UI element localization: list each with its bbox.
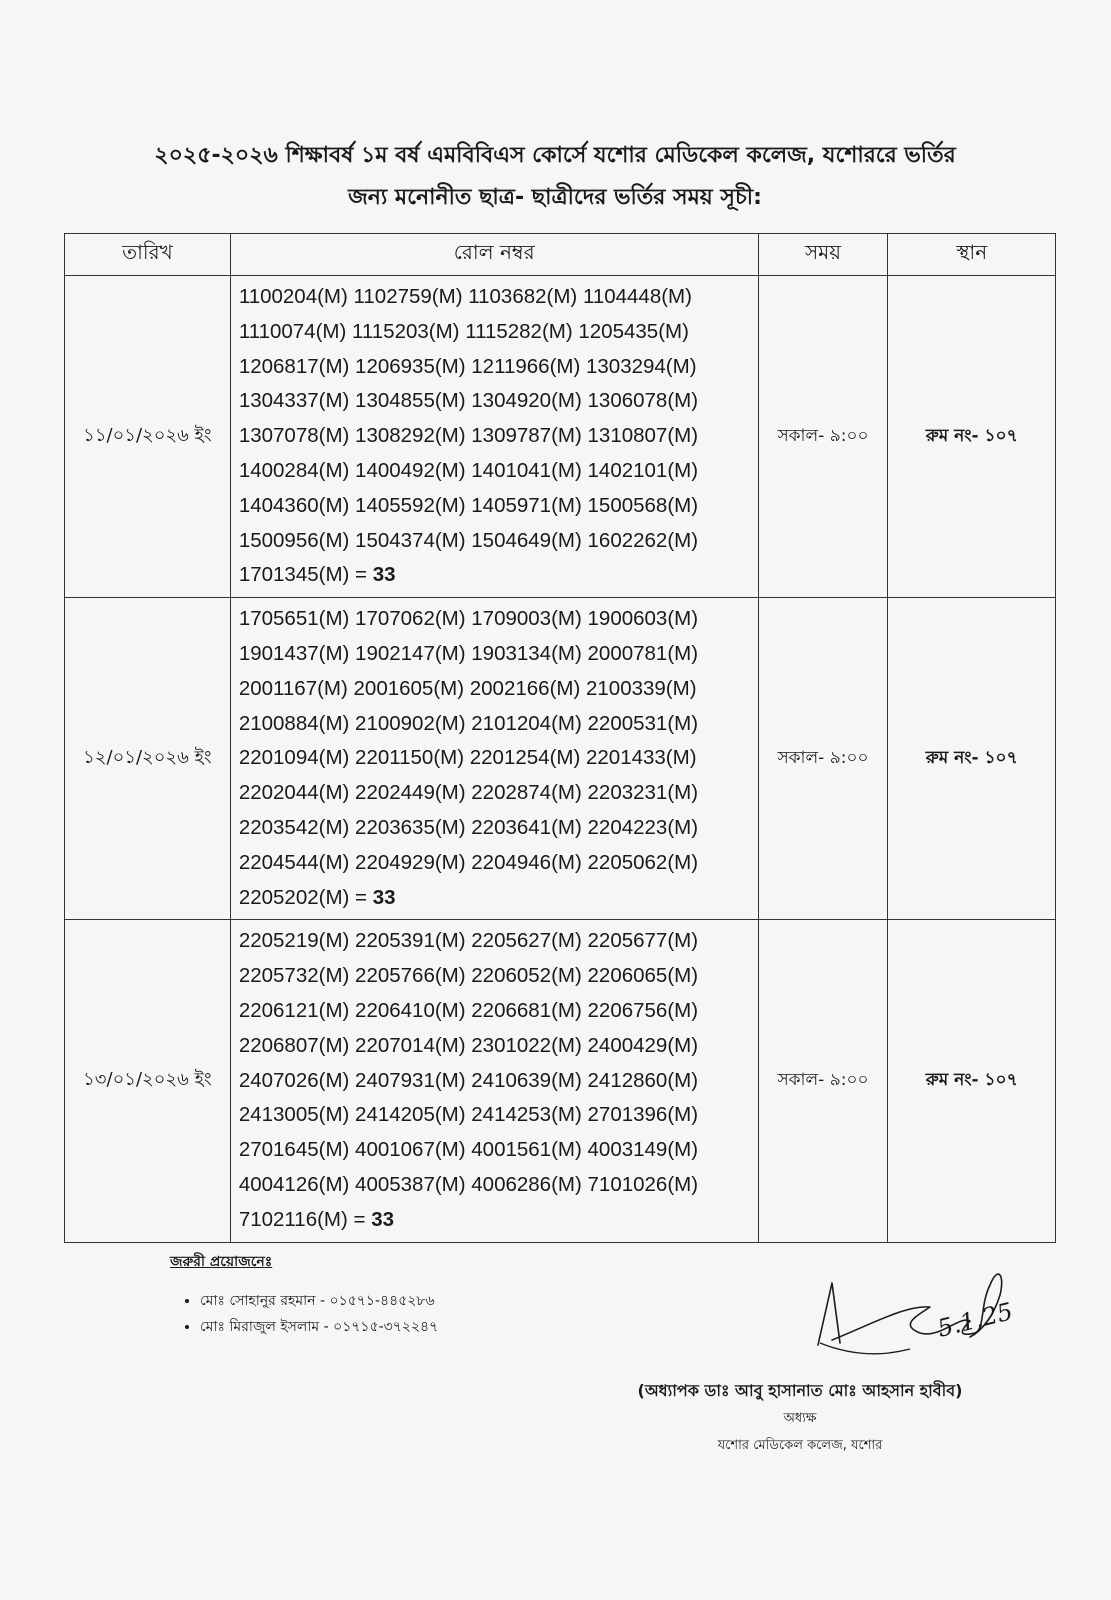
roll-line: 2206807(M) 2207014(M) 2301022(M) 2400429(M): [238, 1033, 699, 1057]
roll-total: 33: [371, 1207, 395, 1231]
roll-line: 2701645(M) 4001067(M) 4001561(M) 4003149(M): [238, 1138, 699, 1162]
roll-line: 2100884(M) 2100902(M) 2101204(M) 2200531(M): [238, 711, 699, 735]
table-header-row: [65, 234, 1056, 276]
title-line-1: ২০২৫-২০২৬ শিক্ষাবর্ষ ১ম বর্ষ এমবিবিএস কোর্সে যশোর মেডিকেল কলেজ, যশোররে ভর্তির: [154, 143, 956, 168]
table-row: [65, 598, 1056, 920]
roll-total: 33: [372, 885, 396, 909]
contact-item: • মোঃ মিরাজুল ইসলাম - ০১৭১৫-৩৭২২৪৭: [200, 1314, 438, 1340]
roll-line: 2205219(M) 2205391(M) 2205627(M) 2205677(M): [238, 929, 699, 953]
place-cell: রুম নং- ১০৭: [888, 598, 1056, 920]
roll-line: 1100204(M) 1102759(M) 1103682(M) 1104448(M): [238, 285, 692, 308]
roll-line: 1500956(M) 1504374(M) 1504649(M) 1602262(M): [238, 528, 699, 552]
roll-line-last: [239, 558, 750, 593]
table-row: [65, 920, 1056, 1242]
roll-line: 1901437(M) 1902147(M) 1903134(M) 2000781(M): [238, 641, 699, 665]
roll-numbers-cell: [230, 920, 758, 1242]
signatory-block: [600, 1378, 1000, 1457]
roll-line: 1705651(M) 1707062(M) 1709003(M) 1900603(M): [238, 607, 699, 631]
signatory-name: (অধ্যাপক ডাঃ আবু হাসানাত মোঃ আহসান হাবীব): [637, 1381, 963, 1400]
date-cell: ১২/০১/২০২৬ ইং: [65, 598, 231, 920]
roll-line: 1400284(M) 1400492(M) 1401041(M) 1402101(M): [238, 458, 699, 482]
roll-line: 2001167(M) 2001605(M) 2002166(M) 2100339(M): [238, 676, 697, 700]
roll-line-text: 1701345(M) =: [238, 563, 373, 587]
roll-line: 1304337(M) 1304855(M) 1304920(M) 1306078(M): [238, 389, 699, 413]
contacts-heading: জরুরী প্রয়োজনেঃ: [170, 1254, 273, 1270]
place-cell: রুম নং- ১০৭: [888, 276, 1056, 598]
signatory-institution: যশোর মেডিকেল কলেজ, যশোর: [717, 1438, 883, 1453]
roll-line: 4004126(M) 4005387(M) 4006286(M) 7101026(M): [238, 1172, 699, 1196]
header-place: স্থান: [888, 234, 1056, 276]
time-cell: সকাল- ৯:০০: [758, 920, 888, 1242]
date-cell: ১১/০১/২০২৬ ইং: [65, 276, 231, 598]
table-row: [65, 276, 1056, 598]
title-line-2: জন্য মনোনীত ছাত্র- ছাত্রীদের ভর্তির সময় সূচী:: [348, 185, 762, 210]
emergency-contacts: [170, 1250, 438, 1340]
signature-date: 5.1.25: [934, 1297, 1016, 1343]
roll-line: 1404360(M) 1405592(M) 1405971(M) 1500568(M): [238, 493, 699, 517]
roll-numbers-cell: [230, 276, 758, 598]
roll-line: 1110074(M) 1115203(M) 1115282(M) 1205435(M): [238, 319, 689, 343]
roll-line: 2205732(M) 2205766(M) 2206052(M) 2206065(M): [238, 964, 699, 988]
roll-line: 2203542(M) 2203635(M) 2203641(M) 2204223(M): [238, 815, 699, 839]
place-cell: রুম নং- ১০৭: [888, 920, 1056, 1242]
roll-line: 2413005(M) 2414205(M) 2414253(M) 2701396(M): [238, 1103, 699, 1127]
roll-line: 2204544(M) 2204929(M) 2204946(M) 2205062(M): [238, 850, 699, 874]
roll-line: 2202044(M) 2202449(M) 2202874(M) 2203231(M): [238, 781, 699, 805]
header-roll-number: রোল নম্বর: [230, 234, 758, 276]
roll-numbers-cell: [230, 598, 758, 920]
date-cell: ১৩/০১/২০২৬ ইং: [65, 920, 231, 1242]
roll-line: 2407026(M) 2407931(M) 2410639(M) 2412860(M): [238, 1068, 699, 1092]
time-cell: সকাল- ৯:০০: [758, 598, 888, 920]
roll-line-last: [239, 881, 750, 916]
roll-total: 33: [372, 563, 396, 587]
notice-title: [80, 135, 1030, 219]
contact-item: • মোঃ সোহানুর রহমান - ০১৫৭১-৪৪৫২৮৬: [200, 1288, 438, 1314]
header-time: সময়: [758, 234, 888, 276]
roll-line-last: [239, 1203, 750, 1238]
roll-line: 1206817(M) 1206935(M) 1211966(M) 1303294(M): [238, 354, 697, 378]
handwritten-signature: [810, 1245, 1040, 1385]
roll-line-text: 7102116(M) =: [238, 1207, 372, 1231]
roll-line: 2201094(M) 2201150(M) 2201254(M) 2201433(M): [238, 746, 697, 770]
roll-line: 2206121(M) 2206410(M) 2206681(M) 2206756(M): [238, 998, 699, 1022]
time-cell: সকাল- ৯:০০: [758, 276, 888, 598]
admission-schedule-table: [64, 233, 1056, 1243]
signatory-designation: অধ্যক্ষ: [783, 1411, 817, 1426]
header-date: তারিখ: [65, 234, 231, 276]
roll-line: 1307078(M) 1308292(M) 1309787(M) 1310807(M): [238, 424, 699, 448]
contacts-list: [170, 1288, 438, 1340]
roll-line-text: 2205202(M) =: [238, 885, 373, 909]
